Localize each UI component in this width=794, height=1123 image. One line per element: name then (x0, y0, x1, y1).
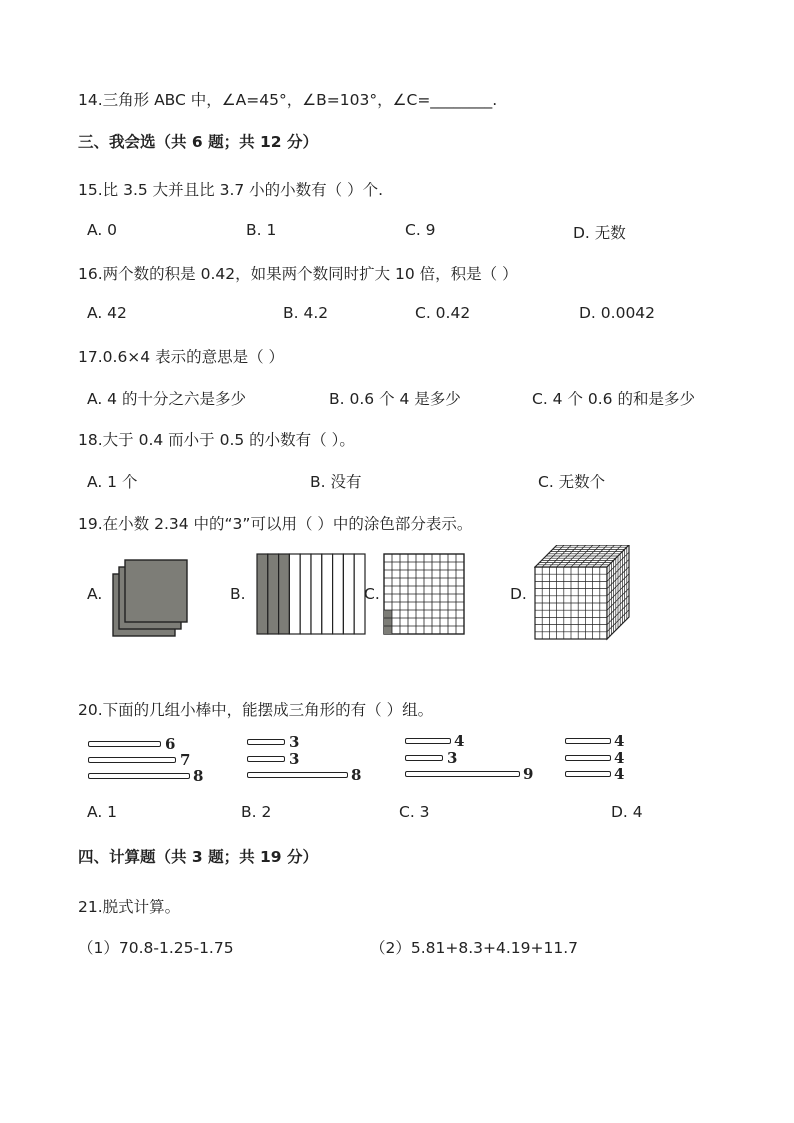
q19-figure-b-tenths-bar (256, 553, 368, 637)
q19-label-c: C. (364, 585, 380, 603)
q16-option-c: C. 0.42 (415, 304, 471, 322)
stick-6 (88, 741, 161, 747)
stick-9 (405, 771, 520, 777)
stick-3 (247, 756, 285, 762)
question-14: 14.三角形 ABC 中，∠A=45°，∠B=103°，∠C=________. (78, 91, 498, 109)
q16-option-b: B. 4.2 (283, 304, 329, 322)
q19-label-a: A. (87, 585, 103, 603)
q20-option-a: A. 1 (87, 803, 118, 821)
stick-label: 7 (180, 751, 191, 769)
section-4-heading: 四、计算题（共 3 题；共 19 分） (78, 848, 318, 866)
q19-label-d: D. (510, 585, 527, 603)
stick-label: 3 (289, 750, 300, 768)
q18-option-c: C. 无数个 (538, 473, 606, 491)
stick-label: 4 (614, 765, 625, 783)
stick-4 (565, 771, 611, 777)
q15-option-a: A. 0 (87, 221, 118, 239)
q20-option-b: B. 2 (241, 803, 272, 821)
q19-figure-c-hundredths-grid (383, 553, 467, 637)
q21-item-2: （2）5.81+8.3+4.19+11.7 (370, 939, 579, 957)
q16-option-d: D. 0.0042 (579, 304, 656, 322)
stick-label: 8 (351, 766, 362, 784)
question-15: 15.比 3.5 大并且比 3.7 小的小数有（ ）个. (78, 181, 384, 199)
q15-option-c: C. 9 (405, 221, 436, 239)
stick-label: 4 (614, 732, 625, 750)
stick-8 (247, 772, 348, 778)
q16-option-a: A. 42 (87, 304, 127, 322)
stick-label: 8 (193, 767, 204, 785)
question-21: 21.脱式计算。 (78, 898, 181, 916)
q20-option-d: D. 4 (611, 803, 643, 821)
q17-option-a: A. 4 的十分之六是多少 (87, 390, 246, 408)
stick-label: 4 (614, 749, 625, 767)
q21-item-1: （1）70.8-1.25-1.75 (78, 939, 234, 957)
stick-4 (565, 755, 611, 761)
question-16: 16.两个数的积是 0.42，如果两个数同时扩大 10 倍，积是（ ） (78, 265, 518, 283)
stick-3 (247, 739, 285, 745)
q17-option-b: B. 0.6 个 4 是多少 (329, 390, 461, 408)
stick-7 (88, 757, 176, 763)
stick-4 (405, 738, 451, 744)
q19-figure-d-thousand-cube (534, 545, 632, 641)
q15-option-b: B. 1 (246, 221, 277, 239)
stick-label: 9 (523, 765, 534, 783)
q17-option-c: C. 4 个 0.6 的和是多少 (532, 390, 695, 408)
stick-label: 3 (447, 749, 458, 767)
stick-label: 6 (165, 735, 176, 753)
question-19: 19.在小数 2.34 中的“3”可以用（ ）中的涂色部分表示。 (78, 515, 473, 533)
q19-figure-a-stacked-squares (112, 555, 190, 639)
q19-label-b: B. (230, 585, 246, 603)
section-3-heading: 三、我会选（共 6 题；共 12 分） (78, 133, 318, 151)
q15-option-d: D. 无数 (573, 224, 626, 242)
stick-4 (565, 738, 611, 744)
q18-option-a: A. 1 个 (87, 473, 138, 491)
question-18: 18.大于 0.4 而小于 0.5 的小数有（ ）。 (78, 431, 355, 449)
stick-label: 3 (289, 733, 300, 751)
question-17: 17.0.6×4 表示的意思是（ ） (78, 348, 285, 366)
stick-8 (88, 773, 190, 779)
stick-label: 4 (454, 732, 465, 750)
q18-option-b: B. 没有 (310, 473, 362, 491)
question-20: 20.下面的几组小棒中，能摆成三角形的有（ ）组。 (78, 701, 434, 719)
q20-option-c: C. 3 (399, 803, 430, 821)
stick-3 (405, 755, 443, 761)
